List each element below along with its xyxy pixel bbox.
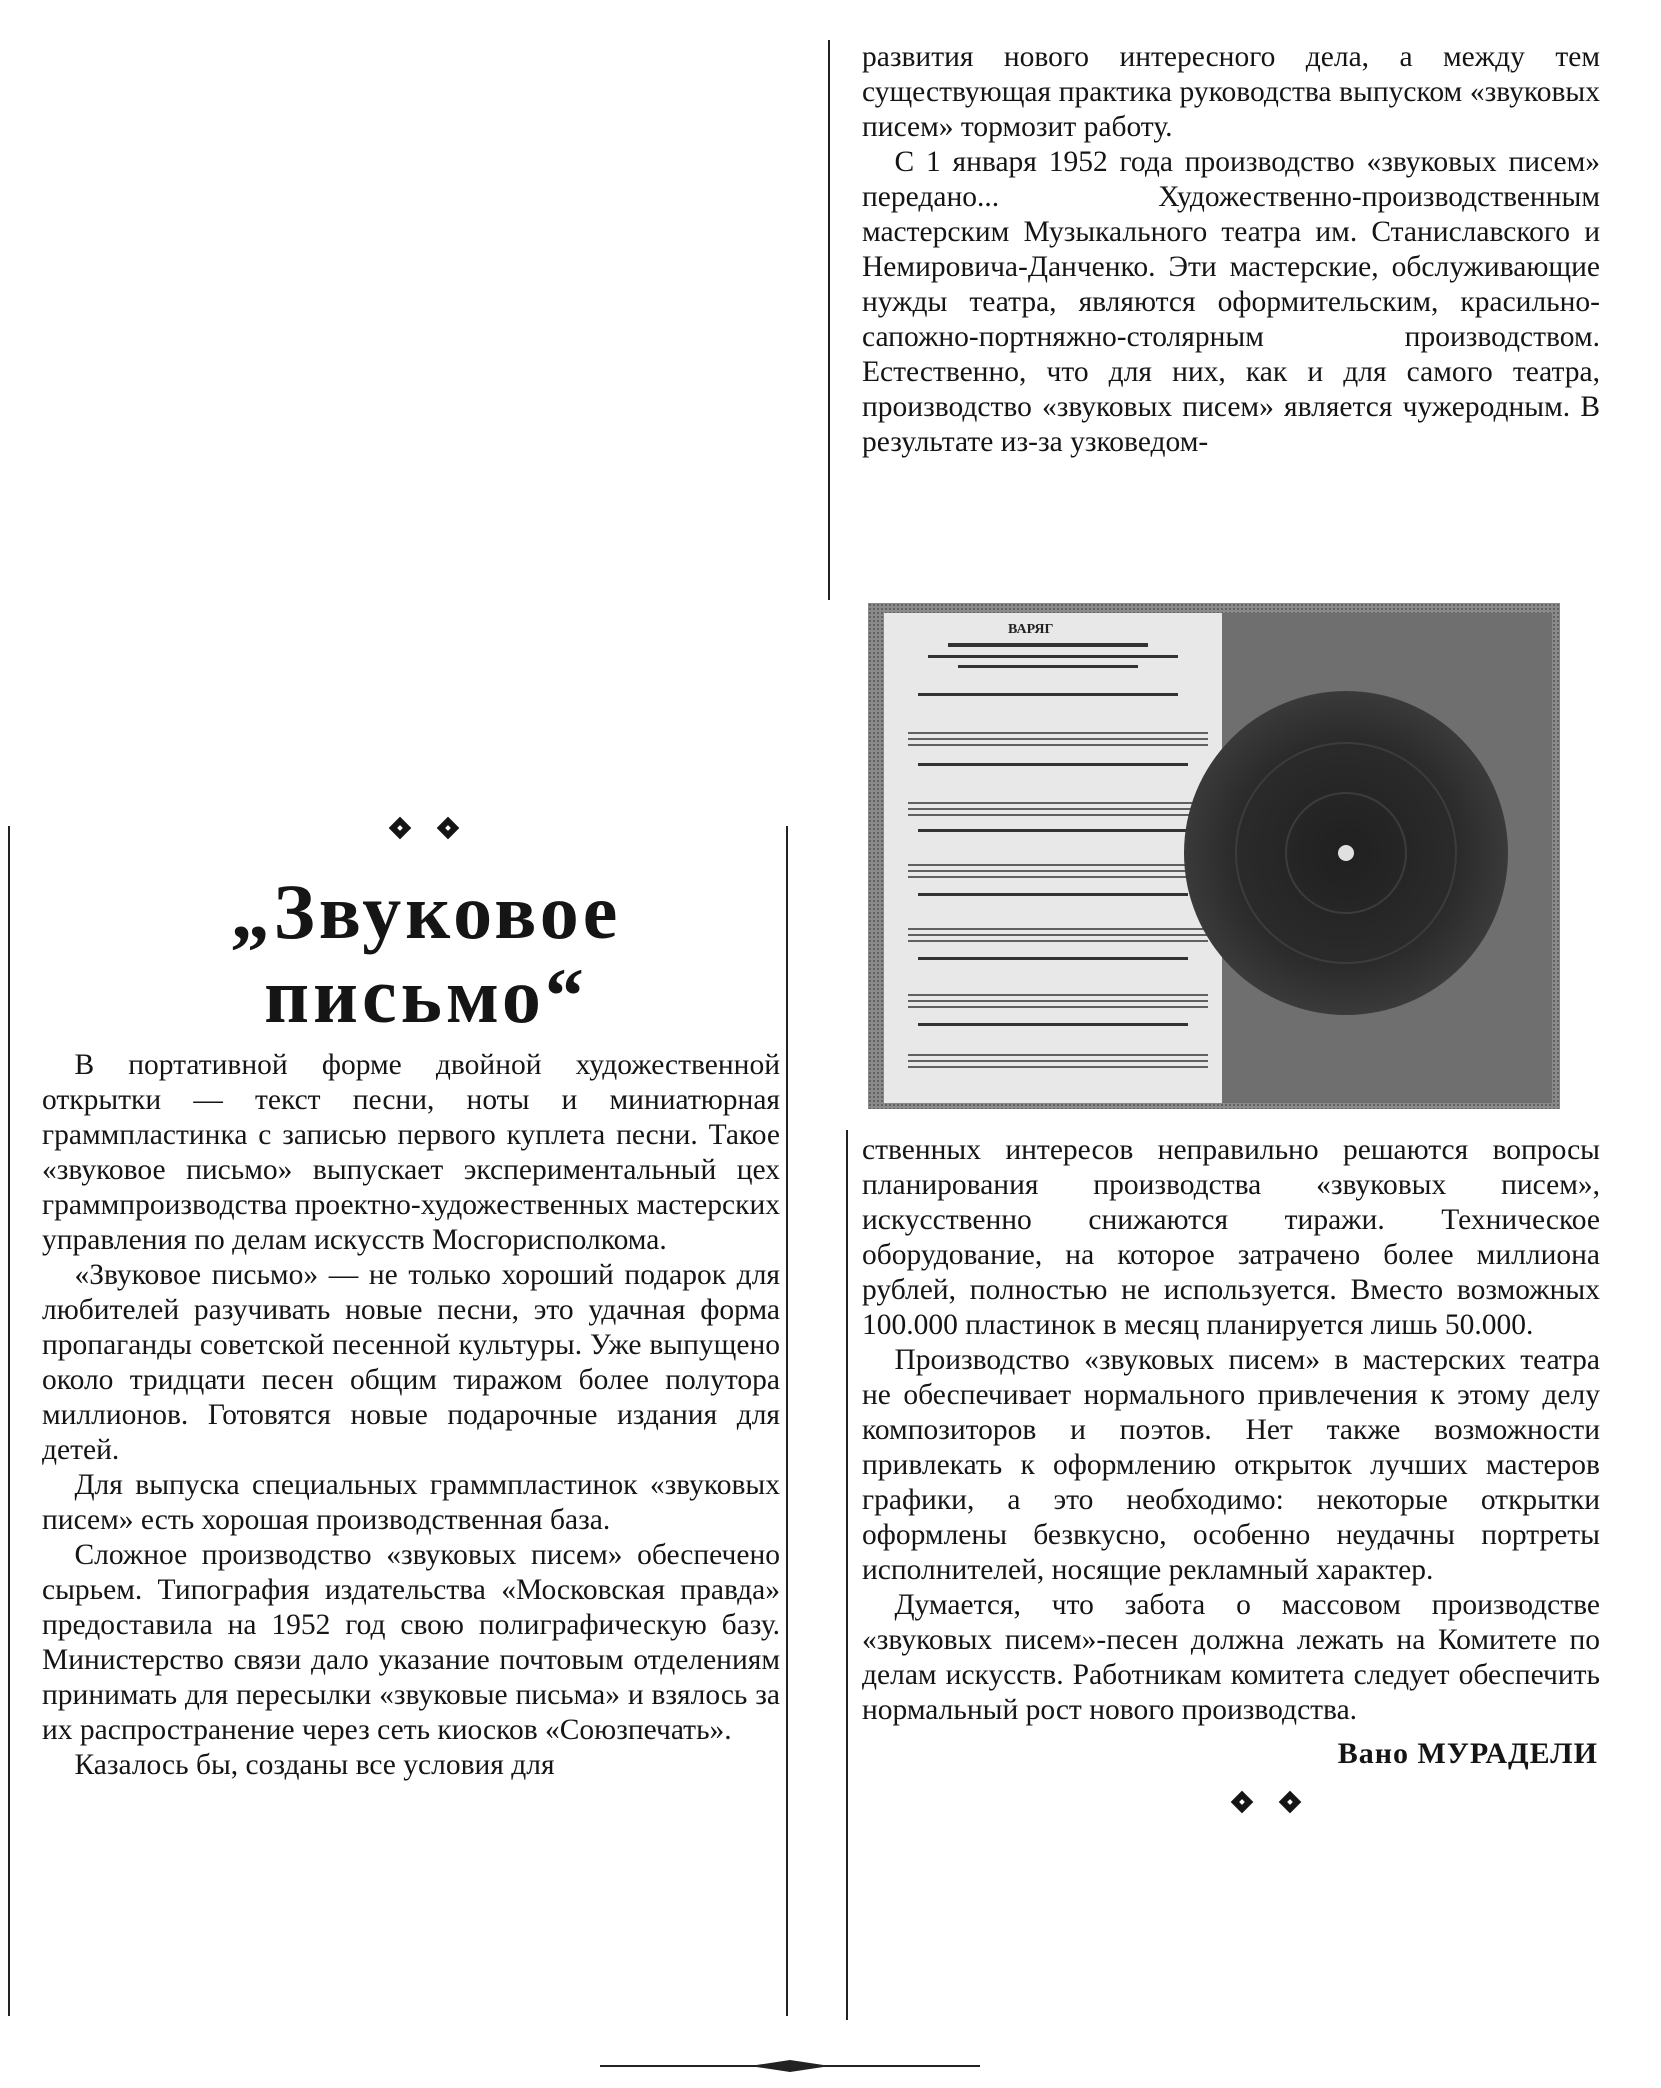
diamond-icon xyxy=(437,817,460,840)
paragraph: Казалось бы, созданы все условия для xyxy=(74,1749,555,1781)
right-column-bottom xyxy=(862,1133,1600,1810)
column-rule xyxy=(828,40,830,600)
left-column xyxy=(42,820,780,1783)
diamond-icon xyxy=(389,817,412,840)
diamond-icon xyxy=(1231,1791,1254,1814)
diamond-icon xyxy=(1279,1791,1302,1814)
column-rule xyxy=(846,1130,848,2020)
article-headline xyxy=(72,870,780,1038)
column-rule xyxy=(8,826,10,2016)
paragraph: Сложное производство «звуковых писем» обеспечено сырьем. Типография издательства «Московская правда» предоставила на 1952 год свою полиграфическую базу. Министерство связи дало указание почтовым отделениям принимать для пересылки «звуковые письма» и взялось за их распространение через сеть киосков «Союзпечать». xyxy=(42,1539,780,1746)
paragraph: С 1 января 1952 года производство «звуковых писем» передано... Художественно-производственным мастерским Музыкального театра им. Станиславского и Немировича-Данченко. Эти мастерские, обслуживающие нужды театра, являются оформительским, красильно-сапожно-портняжно-столярным производством. Естественно, что для них, как и для самого театра, производство «звуковых писем» является чужеродным. В результате из-за узковедом- xyxy=(862,146,1600,458)
card-heading: ВАРЯГ xyxy=(1008,622,1054,637)
bottom-divider-ornament xyxy=(600,2056,980,2076)
paragraph: «Звуковое письмо» — не только хороший подарок для любителей разучивать новые песни, это удачная форма пропаганды советской песенной культуры. Уже выпущено около тридцати песен общим тиражом более полутора миллионов. Готовятся новые подарочные издания для детей. xyxy=(42,1259,780,1466)
postcard-photo xyxy=(868,603,1560,1109)
end-ornament xyxy=(932,1794,1600,1810)
headline-ornament xyxy=(68,820,780,836)
paragraph: Производство «звуковых писем» в мастерских театра не обеспечивает нормального привлечения к этому делу композиторов и поэтов. Нет также возможности привлекать к оформлению открыток лучших мастеров графики, а это необходимо: некоторые открытки оформлены безвкусно, особенно неудачны портреты исполнителей, носящие рекламный характер. xyxy=(862,1344,1600,1586)
author-byline: Вано МУРАДЕЛИ xyxy=(1337,1737,1598,1770)
column-rule xyxy=(786,826,788,2016)
sheet-music-page xyxy=(884,613,1222,1103)
paragraph: Думается, что забота о массовом производстве «звуковых писем»-песен должна лежать на Комитете по делам искусств. Работникам комитета следует обеспечить нормальный рост нового производства. xyxy=(862,1589,1600,1726)
headline-line: „Звуковое xyxy=(230,868,622,955)
paragraph: В портативной форме двойной художественной открытки — текст песни, ноты и миниатюрная граммпластинка с записью первого куплета песни. Такое «звуковое письмо» выпускает экспериментальный цех граммпроизводства проектно-художественных мастерских управления по делам искусств Мосгорисполкома. xyxy=(42,1049,780,1256)
headline-line: письмо“ xyxy=(264,952,588,1039)
paragraph: Для выпуска специальных граммпластинок «звуковых писем» есть хорошая производственная база. xyxy=(42,1469,780,1536)
paragraph: ственных интересов неправильно решаются вопросы планирования производства «звуковых писем», искусственно снижаются тиражи. Техническое оборудование, на которое затрачено более миллиона рублей, полностью не используется. Вместо возможных 100.000 пластинок в месяц планируется лишь 50.000. xyxy=(862,1134,1600,1341)
paragraph: развития нового интересного дела, а между тем существующая практика руководства выпуском «звуковых писем» тормозит работу. xyxy=(862,41,1600,143)
record-spindle-hole xyxy=(1338,845,1354,861)
postcard-illustration xyxy=(868,603,1560,1109)
right-column-top xyxy=(862,40,1600,460)
